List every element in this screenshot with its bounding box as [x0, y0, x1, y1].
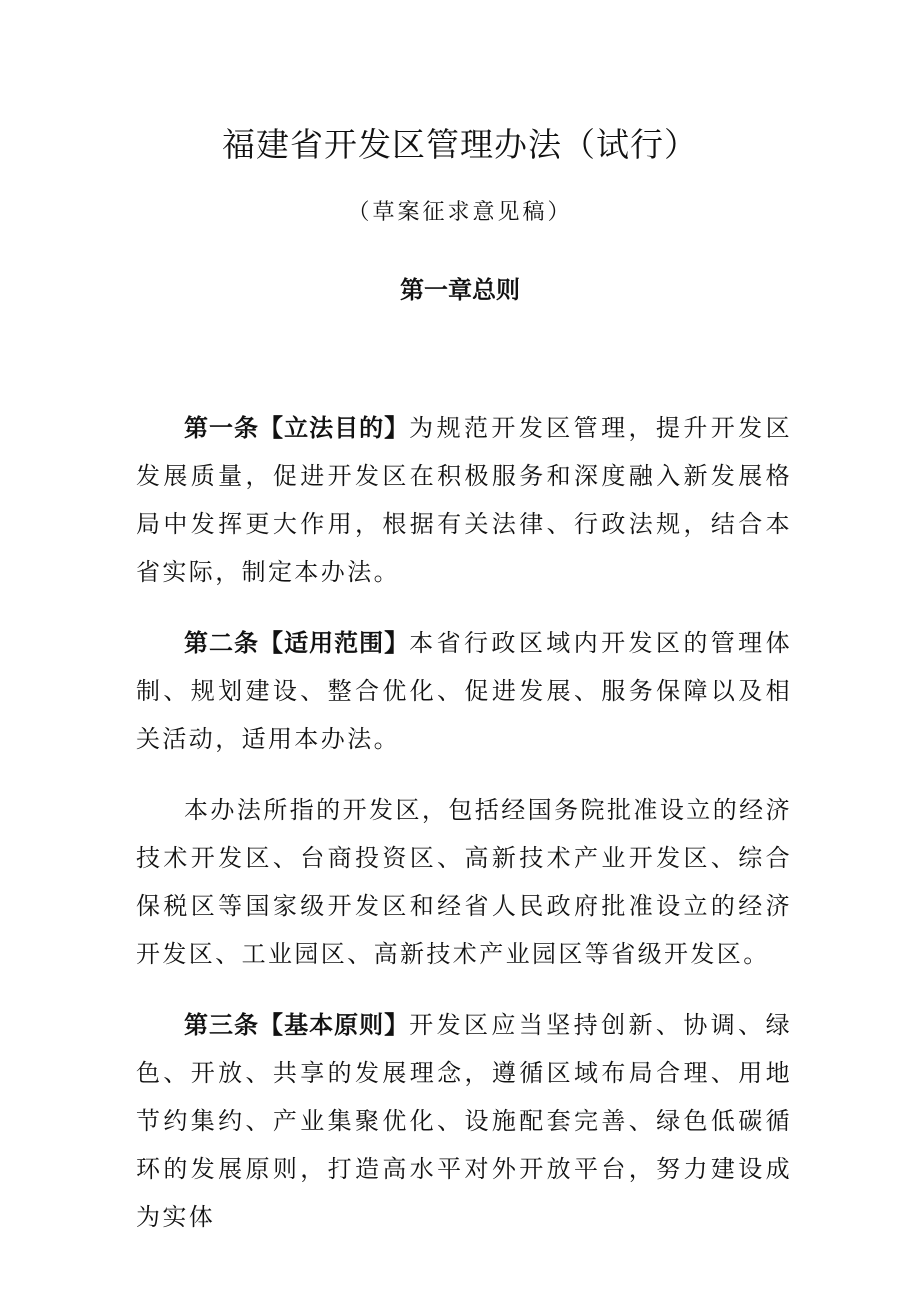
article-2-paragraph [136, 619, 792, 763]
article-3-text: 开发区应当坚持创新、协调、绿色、开放、共享的发展理念，遵循区域布局合理、用地节约集约、产业集聚优化、设施配套完善、绿色低碳循环的发展原则，打造高水平对外开放平台，努力建设成为实体 [136, 1011, 793, 1231]
document-title: 福建省开发区管理办法（试行） [222, 125, 698, 164]
document-body [136, 404, 792, 1264]
document-subtitle: （草案征求意见稿） [347, 200, 573, 225]
article-2-text-2: 本办法所指的开发区，包括经国务院批准设立的经济技术开发区、台商投资区、高新技术产业开发区、综合保税区等国家级开发区和经省人民政府批准设立的经济开发区、工业园区、高新技术产业园区等省级开发区。 [136, 796, 792, 968]
article-2-heading: 第二条【适用范围】 [184, 629, 410, 657]
article-3-paragraph [136, 1001, 792, 1241]
article-2-paragraph-2 [136, 786, 792, 978]
article-1-text: 为规范开发区管理，提升开发区发展质量，促进开发区在积极服务和深度融入新发展格局中发挥更大作用，根据有关法律、行政法规，结合本省实际，制定本办法。 [136, 414, 793, 586]
article-1-paragraph [136, 404, 792, 596]
article-2-text: 本省行政区域内开发区的管理体制、规划建设、整合优化、促进发展、服务保障以及相关活动，适用本办法。 [136, 629, 793, 753]
chapter-heading: 第一章总则 [400, 276, 520, 304]
article-1-heading: 第一条【立法目的】 [184, 414, 410, 442]
article-3-heading: 第三条【基本原则】 [184, 1011, 410, 1039]
